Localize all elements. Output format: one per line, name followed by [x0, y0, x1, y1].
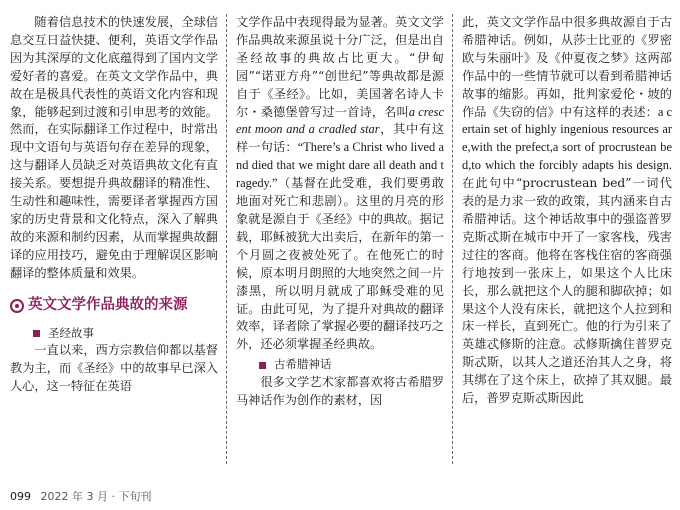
subheading-label: 古希腊神话 [274, 357, 332, 372]
section-title: 英文文学作品典故的来源 [28, 296, 188, 313]
page-footer [10, 488, 151, 504]
poem-title: a crescent moon and a cradled star [236, 104, 444, 137]
text-run: 文学作品中表现得最为显著。英文文学作品典故来源虽说十分广泛，但是出自圣经故事的典故占比更大。“伊甸园”“诺亚方舟”“创世纪”等典故都是源自于《圣经》。比如，美国著名诗人卡尔・桑德堡曾写过一首诗，名叫 [236, 15, 444, 119]
subheading-label: 圣经故事 [48, 325, 94, 340]
section-bullet-icon [10, 299, 24, 313]
subheading-bible-stories [10, 325, 218, 343]
column-1 [10, 14, 218, 396]
subheading-greek-myth [236, 356, 444, 374]
intro-paragraph: 随着信息技术的快速发展，全球信息交互日益快捷、便利，英语文学作品因为其深厚的文化底蕴得到了国内文学爱好者的喜爱。在英文文学作品中，典故在是极具代表性的英语文化内容和现象，能够起到过渡和引申思考的效能。然而，在实际翻译工作过程中，时常出现中文语句与英语句存在差异的现象，这与翻译人员缺乏对英语典故文化有直接关系。要想提升典故翻译的精准性、生动性和趣味性，需要译者掌握西方国家的历史背景和文化特点，深入了解典故的来源和制约因素，从而掌握典故翻译的应用技巧，避免由于理解误区影响翻译的整体质量和效果。 [10, 15, 218, 280]
column-divider [226, 14, 227, 464]
column-3 [462, 14, 672, 408]
english-quote: a certain set of highly ingenious resources are,with the prefect,a sort of procrustean bed,to which the forcibly adapts his design. [462, 104, 672, 173]
text-run: （基督在此受难，我们要勇敢地面对死亡和悲剧）。这里的月亮的形象就是源自于《圣经》中的典故。据记载，耶稣被犹大出卖后，在新年的第一个月圆之夜被处死了。在他死亡的时候，原本明月朗照的大地突然之间一片漆黑，所以明月就成了耶稣受难的见证。由此可见，为了提升对典故的翻译效率，译者除了掌握必要的翻译技巧之外，还必须掌握圣经典故。 [236, 176, 444, 352]
page-number: 099 [10, 490, 31, 503]
body-paragraph-continued [236, 14, 444, 354]
square-bullet-icon [259, 362, 266, 369]
section-heading [10, 297, 218, 315]
text-run: ，其中有这样一句话： [236, 122, 445, 155]
body-paragraph: 一直以来，西方宗教信仰都以基督教为主，而《圣经》中的故事早已深入人心，这一特征在英语 [10, 343, 218, 394]
column-divider [452, 14, 453, 464]
text-run: 在此句中“procrustean bed”一词代表的是力求一致的政策，其内涵来自古希腊神话。这个神话故事中的强盗普罗克斯忒斯在城市中开了一家客栈，残害过往的客商。他将在客栈住宿的客商强行地按到一张床上，如果这个人比床长，那么就把这个人的腿和脚砍掉；如果这个人没有床长，就把这个人拉到和床一样长，直到死亡。他的行为引来了英雄忒修斯的注意。忒修斯擒住普罗克斯忒斯，以其人之道还治其人之身，将其绑在了这个床上，砍掉了其双腿。最后，普罗克斯忒斯因此 [462, 176, 672, 406]
issue-label: 2022 年 3 月 · 下旬刊 [40, 490, 152, 503]
text-run: 此，英文文学作品中很多典故源自于古希腊神话。例如，从莎士比亚的《罗密欧与朱丽叶》及《仲夏夜之梦》这两部作品中的一些情节就可以看到希腊神话故事的缩影。再如，批判家爱伦・坡的作品《失窃的信》中有这样的表述： [462, 15, 672, 119]
body-paragraph: 很多文学艺术家都喜欢将古希腊罗马神话作为创作的素材，因 [236, 375, 444, 408]
column-2 [236, 14, 444, 410]
body-paragraph-continued [462, 14, 672, 408]
english-quote: “There’s a Christ who lived and died that we might dare all death and tragedy.” [236, 140, 444, 191]
square-bullet-icon [33, 330, 40, 337]
